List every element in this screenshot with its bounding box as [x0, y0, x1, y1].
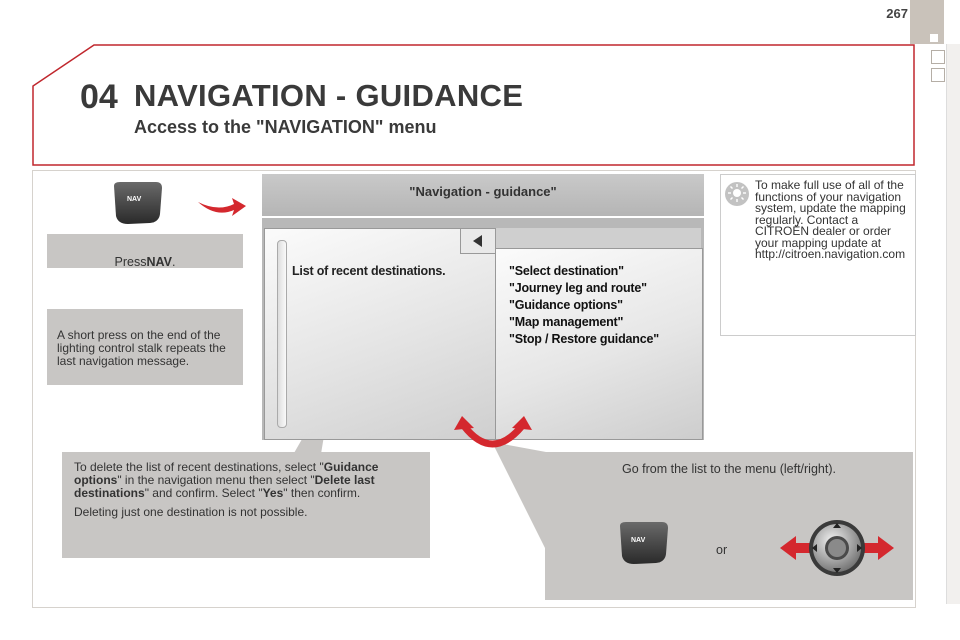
short-press-text: A short press on the end of the lighting control stalk repeats the last navigation message.	[57, 328, 226, 368]
menu-item-journey-leg[interactable]: "Journey leg and route"	[509, 281, 647, 295]
side-marker-box	[931, 68, 945, 82]
back-tab[interactable]	[460, 228, 496, 254]
lightbulb-icon	[724, 181, 750, 207]
page-title: NAVIGATION - GUIDANCE	[134, 78, 524, 113]
back-arrow-icon	[473, 235, 482, 247]
switch-instruction-text: Go from the list to the menu (left/right).	[622, 462, 836, 476]
menu-item-guidance-options[interactable]: "Guidance options"	[509, 298, 623, 312]
section-subtitle: Access to the "NAVIGATION" menu	[134, 117, 437, 137]
nav-button-icon	[110, 180, 166, 226]
menu-item-select-destination[interactable]: "Select destination"	[509, 264, 624, 278]
menu-item-stop-restore[interactable]: "Stop / Restore guidance"	[509, 332, 659, 346]
chapter-tab	[910, 0, 944, 44]
nav-button-icon	[616, 520, 672, 566]
nav-button-label: NAV	[631, 537, 646, 544]
recent-destinations-panel[interactable]	[264, 228, 496, 440]
screen-title: "Navigation - guidance"	[409, 184, 557, 199]
joystick-left-right-icon	[778, 516, 896, 580]
or-text: or	[716, 543, 728, 557]
page-number: 267	[886, 6, 908, 21]
nav-button-label: NAV	[127, 196, 142, 203]
delete-info-text: To delete the list of recent destinations, select "Guidance options" in the navigation menu then select "Delete last destinations" and confirm. Select "Yes" then confirm.	[74, 460, 379, 500]
recent-destinations-label: List of recent destinations.	[292, 264, 446, 278]
menu-item-map-management[interactable]: "Map management"	[509, 315, 624, 329]
side-strip	[946, 44, 960, 604]
press-suffix: .	[171, 255, 176, 269]
delete-info-box	[62, 452, 430, 558]
arrow-right-icon	[196, 190, 248, 220]
delete-note-text: Deleting just one destination is not possible.	[74, 505, 308, 519]
press-key: NAV	[146, 255, 172, 269]
tip-text: To make full use of all of the functions of your navigation system, update the mapping regularly. Contact a CITROËN dealer or order your mapping update at http://citroen.navigation.com	[755, 178, 906, 261]
press-nav-box	[47, 234, 243, 268]
menu-panel-header	[495, 228, 701, 248]
short-press-box	[47, 309, 243, 385]
side-marker-box	[931, 50, 945, 64]
press-prefix: Press	[114, 255, 147, 269]
list-scrollbar[interactable]	[277, 240, 287, 428]
chapter-number: 04	[80, 78, 118, 116]
swap-arrow-icon	[452, 416, 534, 456]
